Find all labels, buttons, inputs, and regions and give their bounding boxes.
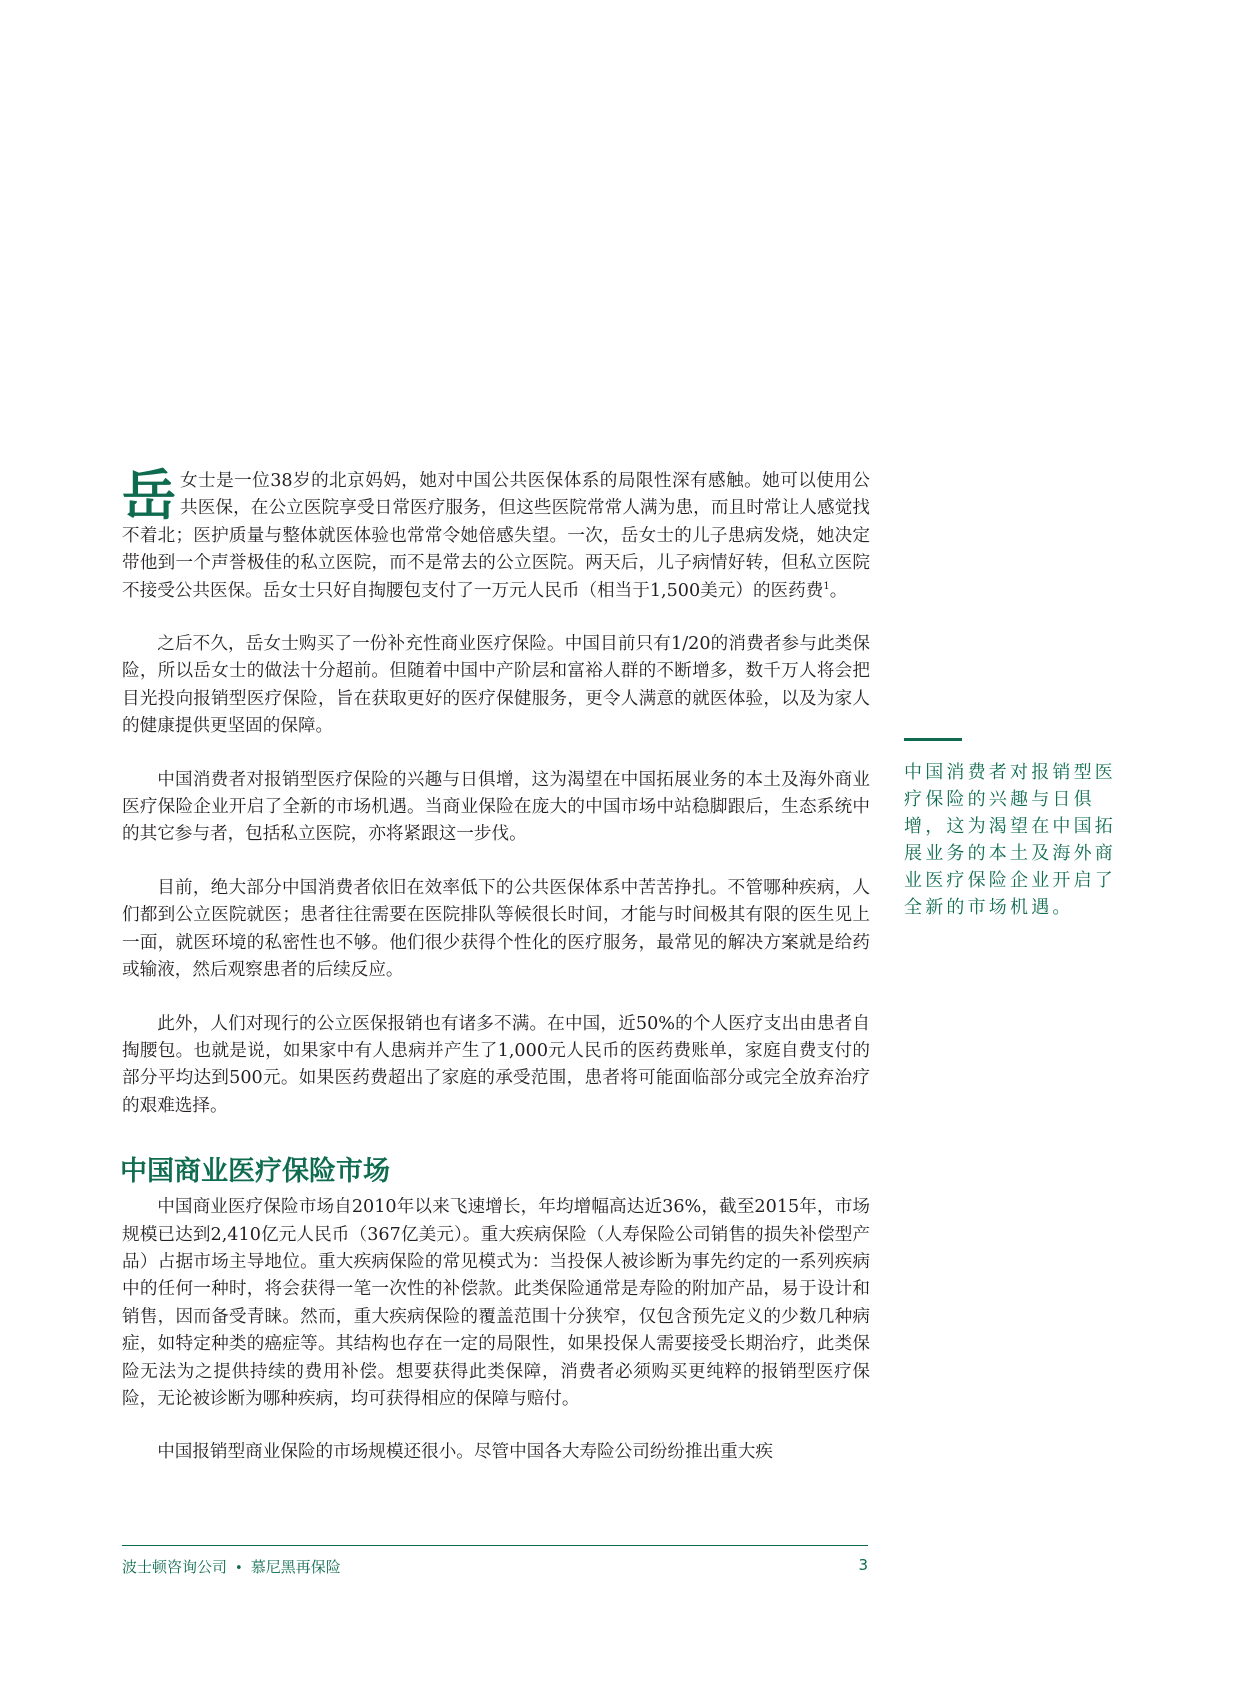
- paragraph-2: 之后不久，岳女士购买了一份补充性商业医疗保险。中国目前只有1/20的消费者参与此类保险，所以岳女士的做法十分超前。但随着中国中产阶层和富裕人群的不断增多，数千万人将会把目光投向报销型医疗保险，旨在获取更好的医疗保健服务，更令人满意的就医体验，以及为家人的健康提供更坚固的保障。: [122, 634, 870, 737]
- paragraph-intro: [122, 463, 870, 605]
- pull-quote-text: 中国消费者对报销型医疗保险的兴趣与日俱增，这为渴望在中国拓展业务的本土及海外商业医疗保险企业开启了全新的市场机遇。: [904, 762, 1116, 918]
- paragraph-6: 中国商业医疗保险市场自2010年以来飞速增长，年均增幅高达近36%，截至2015年，市场规模已达到2,410亿元人民币（367亿美元）。重大疾病保险（人寿保险公司销售的损失补偿型产品）占据市场主导地位。重大疾病保险的常见模式为：当投保人被诊断为事先约定的一系列疾病中的任何一种时，将会获得一笔一次性的补偿款。此类保险通常是寿险的附加产品，易于设计和销售，因而备受青睐。然而，重大疾病保险的覆盖范围十分狭窄，仅包含预先定义的少数几种病症，如特定种类的癌症等。其结构也存在一定的局限性，如果投保人需要接受长期治疗，此类保险无法为之提供持续的费用补偿。想要获得此类保障，消费者必须购买更纯粹的报销型医疗保险，无论被诊断为哪种疾病，均可获得相应的保障与赔付。: [122, 1197, 870, 1409]
- paragraph-intro-text: 女士是一位38岁的北京妈妈，她对中国公共医保体系的局限性深有感触。她可以使用公共医保，在公立医院享受日常医疗服务，但这些医院常常人满为患，而且时常让人感觉找不着北；医护质量与整体就医体验也常常令她倍感失望。一次，岳女士的儿子患病发烧，她决定带他到一个声誉极佳的私立医院，而不是常去的公立医院。两天后，儿子病情好转，但私立医院不接受公共医保。岳女士只好自掏腰包支付了一万元人民币（相当于1,500美元）的医药费: [122, 471, 870, 601]
- footer-company-bcg: 波士顿咨询公司: [122, 1558, 228, 1576]
- drop-cap: 岳: [122, 463, 176, 527]
- footer-divider: [122, 1545, 868, 1546]
- footer-companies: [122, 1556, 341, 1577]
- paragraph-5: 此外，人们对现行的公立医保报销也有诸多不满。在中国，近50%的个人医疗支出由患者自掏腰包。也就是说，如果家中有人患病并产生了1,000元人民币的医药费账单，家庭自费支付的部分平均达到500元。如果医药费超出了家庭的承受范围，患者将可能面临部分或完全放弃治疗的艰难选择。: [122, 1013, 870, 1116]
- paragraph-4: 目前，绝大部分中国消费者依旧在效率低下的公共医保体系中苦苦挣扎。不管哪种疾病，人们都到公立医院就医；患者往往需要在医院排队等候很长时间，才能与时间极其有限的医生见上一面，就医环境的私密性也不够。他们很少获得个性化的医疗服务，最常见的解决方案就是给药或输液，然后观察患者的后续反应。: [122, 877, 870, 981]
- footer-company-munichre: 慕尼黑再保险: [250, 1558, 341, 1576]
- page-number: 3: [858, 1556, 868, 1574]
- footer-separator: •: [235, 1561, 243, 1576]
- paragraph-3: 中国消费者对报销型医疗保险的兴趣与日俱增，这为渴望在中国拓展业务的本土及海外商业医疗保险企业开启了全新的市场机遇。当商业保险在庞大的中国市场中站稳脚跟后，生态系统中的其它参与者，包括私立医院，亦将紧跟这一步伐。: [122, 769, 870, 845]
- footnote-marker[interactable]: 1: [823, 580, 830, 592]
- article-body: [120, 463, 870, 1493]
- pull-quote: [904, 738, 1122, 921]
- section-heading: 中国商业医疗保险市场: [120, 1156, 390, 1188]
- paragraph-intro-end: 。: [829, 580, 848, 601]
- paragraph-7: 中国报销型商业保险的市场规模还很小。尽管中国各大寿险公司纷纷推出重大疾: [157, 1442, 773, 1463]
- pull-quote-rule: [904, 738, 962, 741]
